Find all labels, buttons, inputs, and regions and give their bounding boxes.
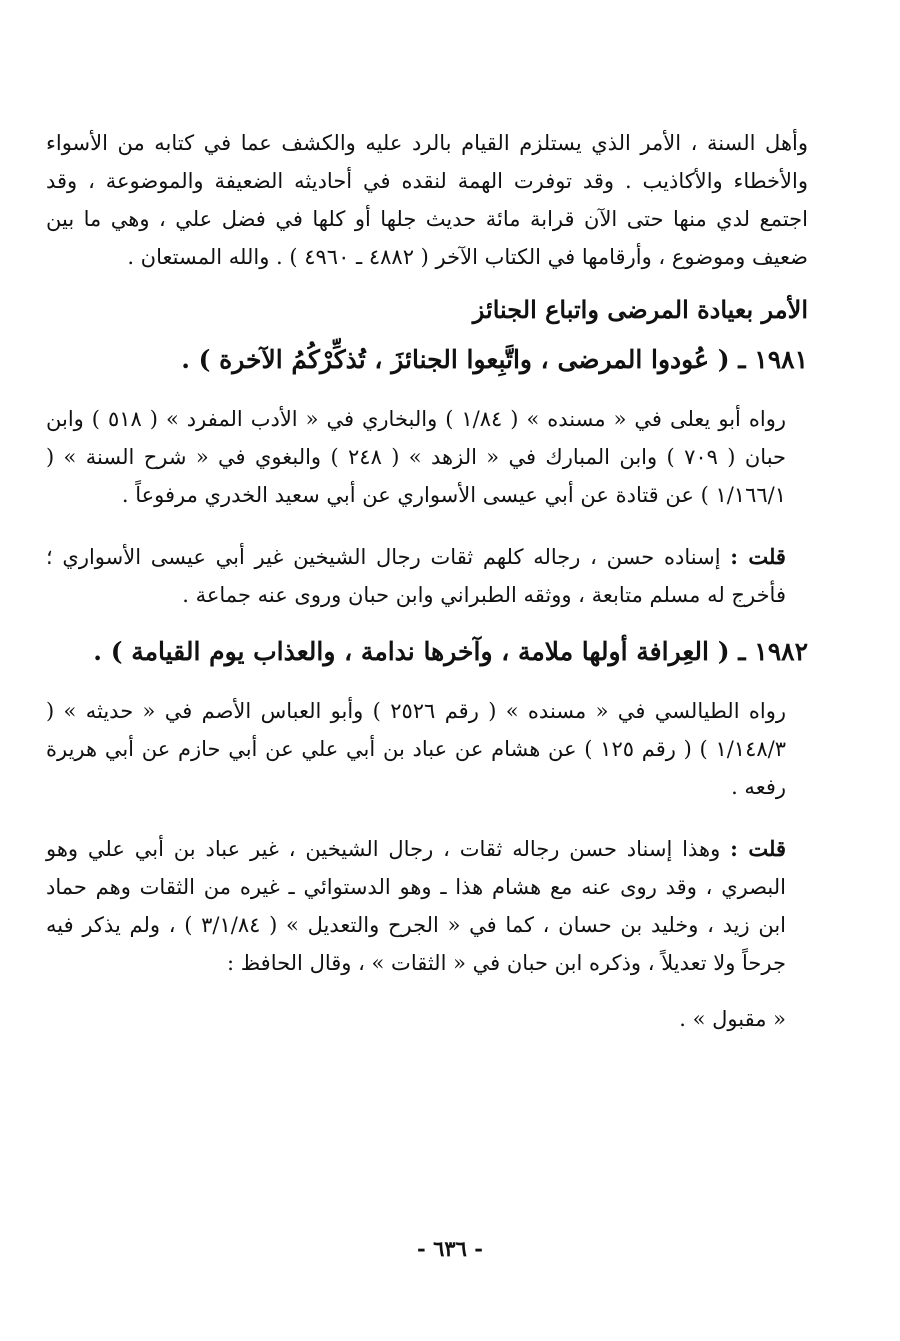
comment-text: وهذا إسناد حسن رجاله ثقات ، رجال الشيخين ، غير عباد بن أبي علي وهو البصري ، وقد روى عنه مع هشام هذا ـ وهو الدستوائي ـ غيره من الثقات وهم حماد ابن زيد ، وخليد بن حسان ، كما في « الجرح والتعديل » ( ٣/١/٨٤ ) ، ولم يذكر فيه جرحاً ولا تعديلاً ، وذكره ابن حبان في « الثقات » ، وقال الحافظ : [46,837,786,975]
hadith-matn: ـ ( عُودوا المرضى ، واتَّبِعوا الجنائزَ ، تُذكِّرْكُمُ الآخرة ) . [181,345,746,374]
hadith-1982-takhrij: رواه الطيالسي في « مسنده » ( رقم ٢٥٢٦ ) وأبو العباس الأصم في « حديثه » ( ١/١٤٨/٣ ) ( رقم ١٢٥ ) عن هشام عن عباد بن أبي علي عن أبي حازم عن أبي هريرة رفعه . [46,699,786,799]
hadith-matn: ـ ( العِرافة أولها ملامة ، وآخرها ندامة ، والعذاب يوم القيامة ) . [93,637,746,666]
page-number: - ٦٣٦ - [417,1236,483,1261]
section-heading: الأمر بعيادة المرضى واتباع الجنائز [472,295,808,324]
hadith-number: ١٩٨١ [754,345,808,374]
comment-lead: قلت : [730,544,786,569]
hadith-number: ١٩٨٢ [754,637,808,666]
hafiz-quote: « مقبول » . [679,1007,786,1031]
hadith-1982-comment [46,830,808,982]
intro-paragraph: وأهل السنة ، الأمر الذي يستلزم القيام بالرد عليه والكشف عما في كتابه من الأسواء والأخطاء والأكاذيب . وقد توفرت الهمة لنقده في أحاديثه الضعيفة والموضوعة ، وقد اجتمع لدي منها حتى الآن قرابة مائة حديث جلها أو كلها في فضل علي ، وهي ما بين ضعيف وموضوع ، وأرقامها في الكتاب الآخر ( ٤٨٨٢ ـ ٤٩٦٠ ) . والله المستعان . [46,131,808,269]
hadith-1981-takhrij: رواه أبو يعلى في « مسنده » ( ١/٨٤ ) والبخاري في « الأدب المفرد » ( ٥١٨ ) وابن حبان ( ٧٠٩ ) وابن المبارك في « الزهد » ( ٢٤٨ ) والبغوي في « شرح السنة » ( ١/١٦٦/١ ) عن قتادة عن أبي عيسى الأسواري عن أبي سعيد الخدري مرفوعاً . [46,407,787,507]
comment-text: إسناده حسن ، رجاله كلهم ثقات رجال الشيخين غير أبي عيسى الأسواري ؛ فأخرج له مسلم متابعة ، ووثقه الطبراني وابن حبان وروى عنه جماعة . [46,545,786,607]
page-body [46,124,808,1038]
hadith-1981-text [46,338,808,382]
hadith-1982-text [46,630,808,674]
comment-lead: قلت : [730,836,786,861]
hadith-1981-comment [46,538,808,614]
